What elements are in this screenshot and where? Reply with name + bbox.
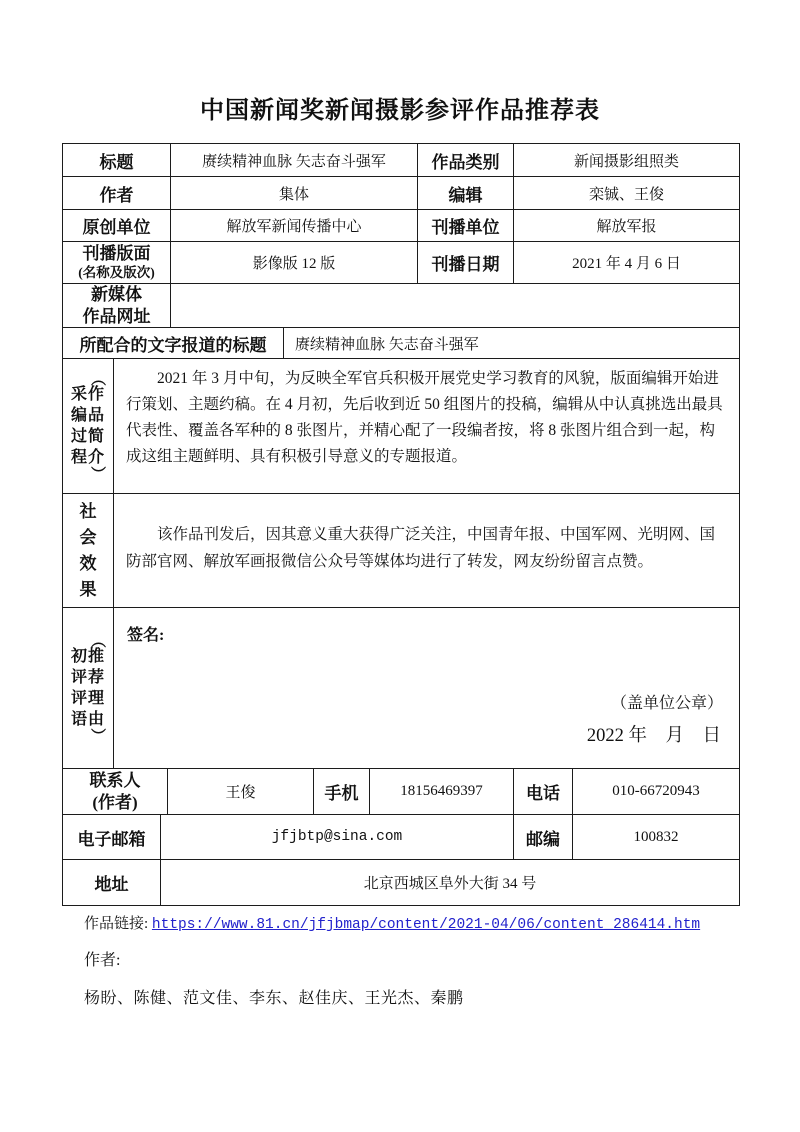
label-line: 刊播版面 — [82, 244, 151, 264]
field-label-editor: 编辑 — [418, 177, 514, 209]
field-label-email: 电子邮箱 — [63, 815, 161, 859]
field-label-address: 地址 — [63, 860, 161, 905]
vertical-label: 社会效果 — [79, 501, 97, 599]
work-link-label: 作品链接: — [84, 916, 152, 932]
table-row-contact — [63, 769, 739, 815]
table-row-newmedia-url — [63, 284, 739, 328]
vertical-paren-top: （ — [88, 370, 105, 387]
table-row-related-report-title — [63, 328, 739, 359]
field-label-social-effect — [63, 494, 114, 607]
field-label-publish-page — [63, 242, 171, 283]
field-label-related-report-title: 所配合的文字报道的标题 — [63, 328, 284, 358]
field-value-zipcode: 100832 — [633, 828, 679, 845]
vertical-paren-bottom: ） — [88, 465, 105, 482]
field-value-phone: 010-66720943 — [612, 783, 700, 799]
table-row-title — [63, 144, 739, 177]
vertical-label-pair: 评理 — [70, 690, 105, 707]
field-value-mobile: 18156469397 — [370, 769, 514, 814]
table-row-publish-page — [63, 242, 739, 284]
field-label-mobile: 手机 — [314, 769, 370, 814]
signature-label: 签名: — [127, 627, 165, 644]
field-value-address: 北京西城区阜外大街 34 号 — [363, 876, 537, 892]
table-row-social-effect — [63, 494, 739, 608]
table-row-original-unit — [63, 210, 739, 242]
social-effect-text: 该作品刊发后，因其意义重大获得广泛关注，中国青年报、中国军网、光明网、国防部官网、解放军画报微信公众号等媒体均进行了转发，网友纷纷留言点赞。 — [126, 525, 716, 570]
field-label-contact — [63, 769, 168, 814]
table-row-author — [63, 177, 739, 210]
date-line: 2022 年 月 日 — [586, 726, 721, 746]
field-value-newmedia-url — [171, 284, 739, 327]
field-value-social-effect — [114, 494, 739, 607]
field-label-zipcode: 邮编 — [514, 815, 573, 859]
table-row-recommendation — [63, 608, 739, 769]
field-label-category: 作品类别 — [418, 144, 514, 176]
field-value-title: 赓续精神血脉 矢志奋斗强军 — [171, 144, 418, 176]
field-label-work-intro — [63, 359, 114, 493]
vertical-label-pair: 过简 — [70, 428, 105, 445]
field-value-original-unit: 解放军新闻传播中心 — [171, 210, 418, 241]
work-link-line — [84, 912, 700, 933]
label-line: 新媒体 — [91, 285, 142, 305]
field-value-publish-date: 2021 年 4 月 6 日 — [572, 256, 681, 272]
vertical-label-pair: 程介 — [70, 449, 105, 466]
vertical-label-pair: 采作 — [70, 386, 105, 403]
table-row-work-intro — [63, 359, 739, 494]
authors-names: 杨盼、陈健、范文佳、李东、赵佳庆、王光杰、秦鹏 — [84, 990, 464, 1007]
field-label-phone: 电话 — [514, 769, 573, 814]
table-row-address — [63, 860, 739, 905]
form-table — [62, 143, 740, 906]
table-row-email — [63, 815, 739, 860]
vertical-paren-top: （ — [88, 632, 105, 649]
label-line: (作者) — [92, 792, 138, 812]
authors-label: 作者: — [84, 952, 121, 969]
vertical-label-pair: 初推 — [70, 648, 105, 665]
field-label-recommendation — [63, 608, 114, 768]
field-value-publish-page: 影像版 12 版 — [171, 242, 418, 283]
field-label-original-unit: 原创单位 — [63, 210, 171, 241]
field-label-newmedia-url — [63, 284, 171, 327]
work-link[interactable]: https://www.81.cn/jfjbmap/content/2021-04/06/content_286414.htm — [151, 917, 701, 933]
vertical-paren-bottom: ） — [88, 727, 105, 744]
label-subline: (名称及版次) — [78, 264, 155, 280]
vertical-label-pair: 评荐 — [70, 669, 105, 686]
label-line: 作品网址 — [82, 306, 151, 326]
field-label-author: 作者 — [63, 177, 171, 209]
field-value-contact-name: 王俊 — [168, 769, 314, 814]
field-value-email: jfjbtp@sina.com — [161, 815, 514, 859]
field-value-work-intro: 2021 年 3 月中旬，为反映全军官兵积极开展党史学习教育的风貌，版面编辑开始进行策划、主题约稿。在 4 月初，先后收到近 50 组图片的投稿，编辑从中认真挑选出最具代表性、覆盖各军种的 8 张图片，并精心配了一段编者按，将 8 张图片组合到一起，构成这组主题鲜明、具有积极引导意义的专题报道。 — [126, 370, 723, 465]
vertical-label-pair: 语由 — [70, 711, 105, 728]
field-label-publish-unit: 刊播单位 — [418, 210, 514, 241]
field-value-related-report-title: 赓续精神血脉 矢志奋斗强军 — [295, 336, 479, 353]
seal-note: （盖单位公章） — [610, 695, 723, 712]
field-value-editor: 栾铖、王俊 — [588, 186, 664, 203]
field-value-author: 集体 — [171, 177, 418, 209]
field-value-category: 新闻摄影组照类 — [573, 153, 679, 170]
label-line: 联系人 — [89, 771, 141, 791]
page-title: 中国新闻奖新闻摄影参评作品推荐表 — [200, 98, 600, 124]
field-label-publish-date: 刊播日期 — [418, 242, 514, 283]
field-label-title: 标题 — [63, 144, 171, 176]
vertical-label-pair: 编品 — [70, 407, 105, 424]
field-value-publish-unit: 解放军报 — [596, 219, 657, 235]
recommendation-signature-area — [114, 608, 739, 768]
